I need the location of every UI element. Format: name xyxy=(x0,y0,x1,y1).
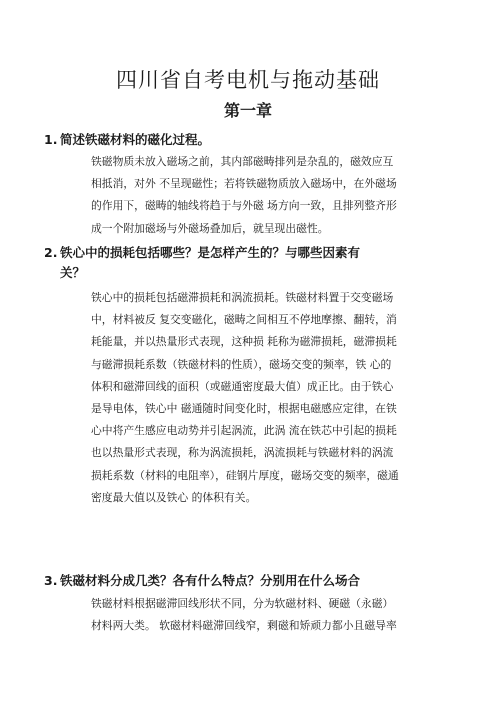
answer-line: 的作用下，磁畴的轴线将趋于与外磁 场方向一致，且排列整齐形 xyxy=(91,199,397,213)
answer-line: 损耗系数（材料的电阻率），硅钢片厚度，磁场交变的频率，磁通 xyxy=(91,468,399,482)
answer-line: 心中将产生感应电动势并引起涡流，此涡 流在铁芯中引起的损耗 xyxy=(91,424,397,438)
document-title: 四川省自考电机与拖动基础 xyxy=(116,68,380,92)
answer-line: 铁磁物质未放入磁场之前，其内部磁畴排列是杂乱的，磁效应互 xyxy=(91,155,394,168)
answer-line: 与磁滞损耗系数（铁磁材料的性质），磁场交变的频率，铁 心的 xyxy=(91,357,392,371)
question-text: 简述铁磁材料的磁化过程。 xyxy=(60,132,211,147)
question-text: 关？ xyxy=(60,265,86,280)
chapter-heading: 第一章 xyxy=(223,101,272,120)
answer-line: 相抵消，对外 不呈现磁性；若将铁磁物质放入磁场中，在外磁场 xyxy=(91,177,397,191)
answer-line: 中，材料被反 复交变磁化，磁畴之间相互不停地摩擦、翻转，消 xyxy=(91,313,397,327)
question-2 xyxy=(44,243,440,283)
answer-line: 材料两大类。 软磁材料磁滞回线窄，剩磁和矫顽力都小且磁导率 xyxy=(91,619,397,633)
answer-line: 铁磁材料根据磁滞回线形状不同，分为软磁材料、硬磁（永磁） xyxy=(91,597,394,610)
answer-line: 体积和磁滞回线的面积（或磁通密度最大值）成正比。由于铁心 xyxy=(91,379,394,393)
answer-2 xyxy=(91,287,439,509)
question-text: 铁磁材料分成几类？各有什么特点？分别用在什么场合 xyxy=(60,573,361,588)
answer-line: 成一个附加磁场与外磁场叠加后，就呈现出磁性。 xyxy=(91,221,329,235)
answer-1 xyxy=(91,151,439,240)
question-text: 铁心中的损耗包括哪些？是怎样产生的？与哪些因素有 xyxy=(60,245,361,260)
question-3 xyxy=(44,571,440,591)
question-number: 1. xyxy=(44,132,58,147)
question-1 xyxy=(44,130,440,150)
answer-line: 密度最大值以及铁心 的体积有关。 xyxy=(91,490,257,504)
question-number: 3. xyxy=(44,573,58,588)
answer-line: 是导电体，铁心中 磁通随时间变化时，根据电磁感应定律，在铁 xyxy=(91,402,397,416)
answer-3 xyxy=(91,593,439,637)
answer-line: 铁心中的损耗包括磁滞损耗和涡流损耗。铁磁材料置于交变磁场 xyxy=(91,291,394,304)
answer-line: 也以热量形式表现，称为涡流损耗，涡流损耗与铁磁材料的涡流 xyxy=(91,446,394,460)
answer-line: 耗能量，并以热量形式表现，这种损 耗称为磁滞损耗，磁滞损耗 xyxy=(91,335,397,349)
question-number: 2. xyxy=(44,245,58,260)
